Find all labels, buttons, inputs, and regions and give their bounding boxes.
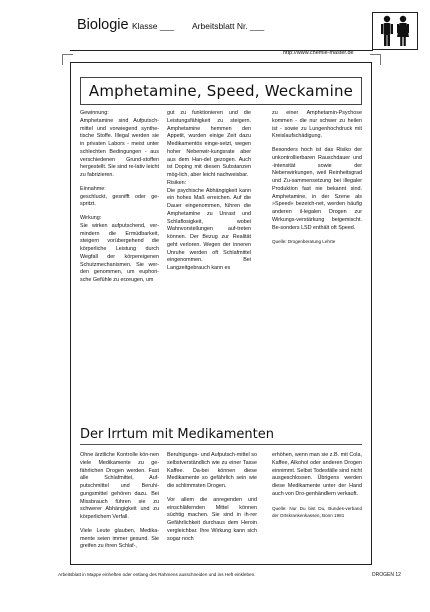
article1-column-2 (167, 110, 251, 279)
section-heading-risiken: Risiken: (167, 179, 187, 186)
paragraph: Ohne ärztliche Kontrolle kön-nen viele Medikamente zu ge-fährlichen Drogen werden. Fast alle Schlafmittel, Auf-putschmittel und Beruhi-gungsmittel gehören dazu. Bei Missbrauch führen sie zu schwerer Abhängigkeit und zu körperlichem Verfall. (80, 452, 159, 520)
paragraph: Beruhigungs- und Aufputsch-mittel so selbstverständlich wie zu einer Tasse Kaffee. Da-bei können diese Medikamente so gefährlich sein wie die schlimmsten Drogen. (167, 452, 257, 489)
paragraph: Vor allem die anregenden und einschläfernden Mittel können süchtig machen. Sie sind in ih-rer Gefährlichkeit durchaus dem Heroin vergleichbar. Ihre Wirkung kann sich sogar noch (167, 496, 257, 542)
source-note: Quelle: Nur Du bist Du, Bundes-verband der Ortskrankenkassen, Bonn 1981 (272, 505, 362, 519)
article1-column-1 (80, 110, 159, 291)
article2-column-1 (80, 452, 159, 557)
article2-title-rule (80, 444, 362, 445)
source-note: Quelle: Drogenberatung Lehrte (272, 239, 336, 245)
cut-mark-top-left (62, 54, 73, 65)
people-logo-icon (372, 12, 418, 50)
paragraph: Sie wirken aufputschend, ver-mindern die Ermüdbarkeit, steigern vorübergehend die körperliche Leistung durch Wegfall der körpereigenen Schutzmechanismen. Sie wer-den genommen, um euphori-sche Gefühle zu erzeugen, um (80, 222, 159, 283)
paragraph: Besonders hoch ist das Risiko der unkontrollierbaren Rauschdauer und -intensität sowie der Nebenwirkungen, weil Reinheitsgrad und Zu-sammensetzung bei illegaler Produktion fast nie bekannt sind. Amphetamine, in der Szene als »Speed« bezeich-net, werden häufig anderen il-legalen Drogen zur Wirkungs-verstärkung beigemischt. Be-sonders LSD enthält oft Speed. (272, 147, 362, 231)
article2-column-2 (167, 452, 257, 549)
header-url: http://www.chemie-master.de (283, 50, 354, 56)
paragraph: zu einer Amphetamin-Psychose kommen - die nur schwer zu heilen ist - sowie zu Lungenhochdruck mit Kreislaufschädigung. (272, 110, 362, 140)
cut-mark-top-right (370, 54, 381, 65)
article1-column-3 (272, 110, 362, 246)
article1-title: Amphetamine, Speed, Weckamine (80, 77, 362, 105)
cut-instruction: Arbeitsblatt in Mappe einheften oder entlang des Rahmens ausschneiden und ins Heft einkleben. (58, 572, 256, 577)
klasse-field-label: Klasse ___ (132, 21, 175, 31)
paragraph: gut zu funktionieren und die Leistungsfähigkeit zu steigern. Amphetamine hemmen den Appetit, wurden einige Zeit dazu Medikamentös einge-setzt, wegen hoher Nebenwir-kungsrate aber aus dem Han-del gezogen. Auch ist Doping mit diesen Substanzen mög-lich, aber leicht nachweisbar. (167, 110, 251, 178)
section-heading-gewinnung: Gewinnung: (80, 110, 109, 116)
paragraph: erhöhen, wenn man sie z.B. mit Cola, Kaffee, Alkohol oder anderen Drogen einnimmt. Selbst Todesfälle sind nicht ausgeschlossen. Übrigens werden diese Medikamente unter der Hand auch von Dro-genhändlern verkauft. (272, 452, 362, 497)
section-heading-wirkung: Wirkung: (80, 215, 102, 221)
paragraph: Viele Leute glauben, Medika-mente seien immer gesund. Sie greifen zu ihren Schlaf-, (80, 527, 159, 550)
paragraph: Amphetamine sind Aufputsch-mittel und vorwiegend synthe-tische Stoffe. Illegal werden sie in privaten Labors - meist unter schlechten Bedingungen - aus verschiedenen Grund-stoffen hergestellt. Sie sind re-lativ leicht zu fabrizieren. (80, 117, 159, 178)
subject-title: Biologie (77, 17, 129, 33)
article2-title: Der Irrtum mit Medikamenten (80, 427, 274, 442)
worksheet-number-label: Arbeitsblatt Nr. ___ (192, 21, 265, 31)
section-heading-einnahme: Einnahme: (80, 185, 106, 192)
article2-column-3 (272, 452, 362, 520)
paragraph: Die psychische Abhängigkeit kann ein hohes Maß erreichen. Auf die Dauer eingenommen, führen die Amphetamine zu Unrast und Schlaflosigkeit, wobei Wahnvorstellungen auf-treten können. Der Bezug zur Realität geht verloren. Wegen der inneren Unruhe werden oft Schlafmittel eingenommen. Bei Langzeitgebrauch kann es (167, 187, 251, 271)
worksheet-code: DROGEN 12 (372, 572, 401, 578)
paragraph: geschluckt, gesnifft oder ge-spritzt. (80, 193, 159, 208)
